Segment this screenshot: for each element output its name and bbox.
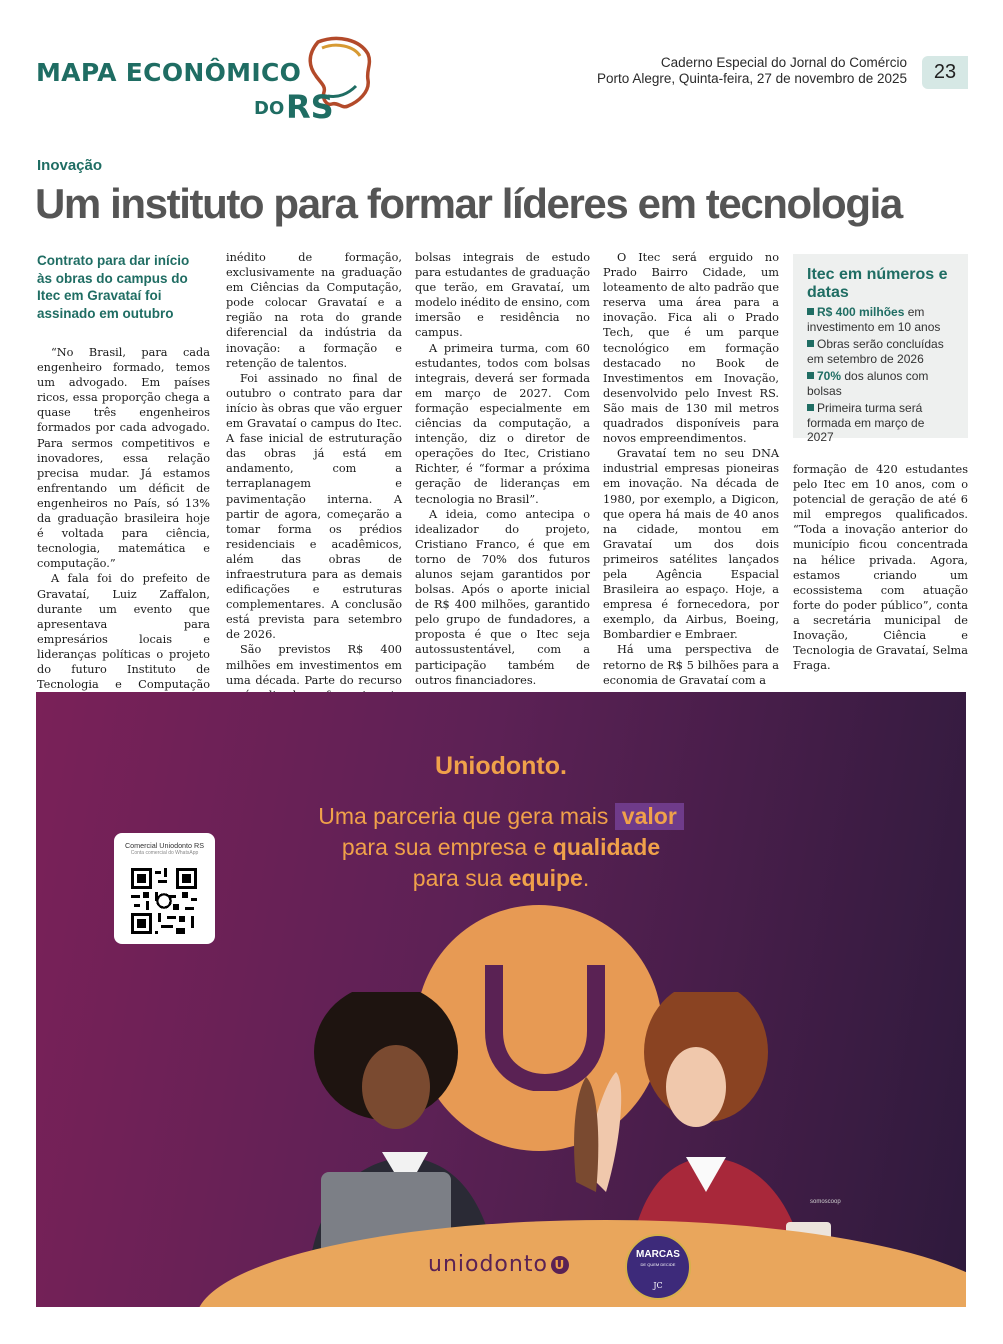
edition-info	[597, 55, 907, 87]
bullet-square-icon	[807, 340, 814, 347]
paragraph: bolsas integrais de estudo para estudantes de graduação que terão, em Gravataí, um modelo inédito de ensino, com imersão e residência no campus.	[415, 251, 590, 340]
marcas-de-quem-decide-badge	[625, 1234, 691, 1300]
uniodonto-logo-mark-icon: U	[551, 1256, 569, 1274]
qr-code-icon[interactable]	[131, 868, 197, 934]
paragraph: A primeira turma, com 60 estudantes, todos com bolsas integrais, deverá ser formada em março de 2027. Com formação especialmente em ciências da computação, a intenção, diz o diretor de operações do Itec, Cristiano Richter, é “formar a próxima geração de lideranças em tecnologia no Brasil”.	[415, 341, 590, 506]
somoscoop-mark: somoscoop	[810, 1199, 841, 1205]
edition-line-2: Porto Alegre, Quinta-feira, 27 de novembro de 2025	[597, 71, 907, 86]
facts-text: em investimento em 10 anos	[807, 305, 941, 334]
facts-box	[793, 254, 968, 444]
ad-highlight-valor: valor	[615, 803, 684, 830]
qr-title: Comercial Uniodonto RS	[124, 841, 205, 850]
ad-text: para sua	[412, 865, 503, 891]
facts-text: dos alunos com bolsas	[807, 369, 929, 398]
column-1	[37, 345, 210, 707]
facts-box-title: Itec em números e datas	[807, 266, 948, 301]
paragraph: Gravataí tem no seu DNA industrial empresas pioneiras em inovação. Na década de 1980, por exemplo, a Digicon, que opera há mais de 40 anos na cidade, montou em Gravataí um dos dois primeiros satélites lançados pela Agência Espacial Brasileira ao espaço. Hoje, a empresa é fornecedora, por exemplo, da Airbus, Boeing, Bombardier e Embraer.	[603, 447, 779, 642]
facts-text: Primeira turma será formada em março de 2027	[807, 401, 925, 444]
paragraph: inédito de formação, exclusivamente na graduação em Ciências da Computação, pode colocar Gravataí e a região na rota do grande diferencial da indústria da inovação: a formação e retenção de talentos.	[226, 251, 402, 370]
badge-jc: JC	[653, 1281, 663, 1290]
masthead-rs: RS	[286, 88, 334, 126]
ad-slogan-line-1	[36, 803, 966, 830]
ad-text: .	[582, 865, 590, 891]
bullet-square-icon	[807, 404, 814, 411]
facts-highlight: R$ 400 milhões	[817, 305, 905, 319]
uniodonto-logo	[428, 1252, 569, 1277]
qr-subtitle: Conta comercial do WhatsApp	[130, 850, 199, 856]
facts-box-item	[807, 337, 954, 366]
facts-box-item	[807, 305, 954, 334]
column-4	[603, 250, 779, 688]
bullet-square-icon	[807, 308, 814, 315]
paragraph: Foi assinado no final de outubro o contrato para dar início às obras que vão erguer em Gravataí o campus do Itec. A fase inicial de estruturação das obras já está em andamento, com a terraplanagem e pavimentação interna. A partir de agora, começarão a tomar forma os prédios residenciais e acadêmicos, além das obras de infraestrutura para as demais edificações e estruturas complementares. A conclusão está prevista para setembro de 2026.	[226, 371, 402, 642]
facts-box-item	[807, 401, 954, 445]
paragraph: A fala foi do prefeito de Gravataí, Luiz Zaffalon, durante um evento que apresentava para empresários locais e lideranças políticas o projeto do futuro Instituto de Tecnologia e Computação	[37, 572, 210, 692]
paragraph: “No Brasil, para cada engenheiro formado, temos um advogado. Em países ricos, essa proporção chega a quase três engenheiros formados por cada advogado. Para sermos competitivos e inovadores, essa relação precisa mudar. Já estamos enfrentando um déficit de engenheiros no País, só 13% da graduação brasileira hoje é voltada para ciência, tecnologia, matemática e computação.”	[37, 346, 210, 571]
paragraph: São previstos R$ 400 milhões em investimentos em uma década. Parte do recurso	[226, 643, 402, 687]
paragraph: Há uma perspectiva de retorno de R$ 5 bilhões para a economia de Gravataí com a	[603, 643, 779, 687]
masthead-title: MAPA ECONÔMICO	[36, 58, 302, 87]
paragraph: O Itec será erguido no Prado Bairro Cidade, um loteamento de alto padrão que reserva uma área para a inovação. Fica ali o Prado Tech, que é um parque tecnológico em formação destacado no Book de Investimentos em Inovação, desenvolvido pelo Invest RS. São mais de 130 mil metros quadrados disponíveis para novos empreendimentos.	[603, 251, 779, 446]
paragraph: A ideia, como antecipa o idealizador do projeto, Cristiano Franco, é que em torno de 70% dos futuros alunos sejam garantidos por bolsas. Após o aporte inicial de R$ 400 milhões, garantido pelo grupo de fundadores, a proposta é que o Itec seja autossustentável, com a participação também de outros financiadores.	[415, 507, 590, 687]
ad-text: Uma parceria que gera mais	[318, 803, 609, 829]
section-label: Inovação	[37, 157, 103, 174]
uniodonto-logo-text: uniodonto	[428, 1252, 548, 1277]
ad-text: para sua empresa e	[341, 834, 547, 860]
article-dek: Contrato para dar início às obras do campus do Itec em Gravataí foi assinado em outubro	[37, 253, 190, 321]
facts-text: Obras serão concluídas em setembro de 2026	[807, 337, 944, 366]
column-2	[226, 250, 402, 718]
column-3	[415, 250, 590, 688]
bullet-square-icon	[807, 372, 814, 379]
edition-line-1: Caderno Especial do Jornal do Comércio	[660, 55, 907, 70]
paragraph: formação de 420 estudantes pelo Itec em 10 anos, com o potencial de geração de até 6 mil empregos qualificados. “Toda a inovação anterior do município ficou concentrada na hélice privada. Agora, estamos criando um ecossistema com atuação forte do poder público”, conta a secretária municipal de Inovação, Ciência e Tecnologia de Gravataí, Selma Fraga.	[793, 463, 968, 673]
facts-highlight: 70%	[817, 369, 842, 383]
uniodonto-advertisement[interactable]	[36, 692, 966, 1307]
masthead	[36, 36, 346, 126]
headline: Um instituto para formar líderes em tecnologia	[35, 180, 902, 227]
badge-title: MARCAS	[636, 1249, 680, 1260]
facts-box-item	[807, 369, 954, 398]
masthead-do: DO	[254, 98, 285, 119]
ad-bold-text: qualidade	[552, 834, 661, 860]
page-number: 23	[922, 56, 968, 89]
column-5	[793, 462, 968, 673]
ad-bold-text: equipe	[508, 865, 583, 891]
badge-subtitle: DE QUEM DECIDE	[640, 1262, 676, 1267]
qr-card[interactable]	[114, 833, 215, 944]
ad-brand: Uniodonto.	[435, 752, 567, 780]
